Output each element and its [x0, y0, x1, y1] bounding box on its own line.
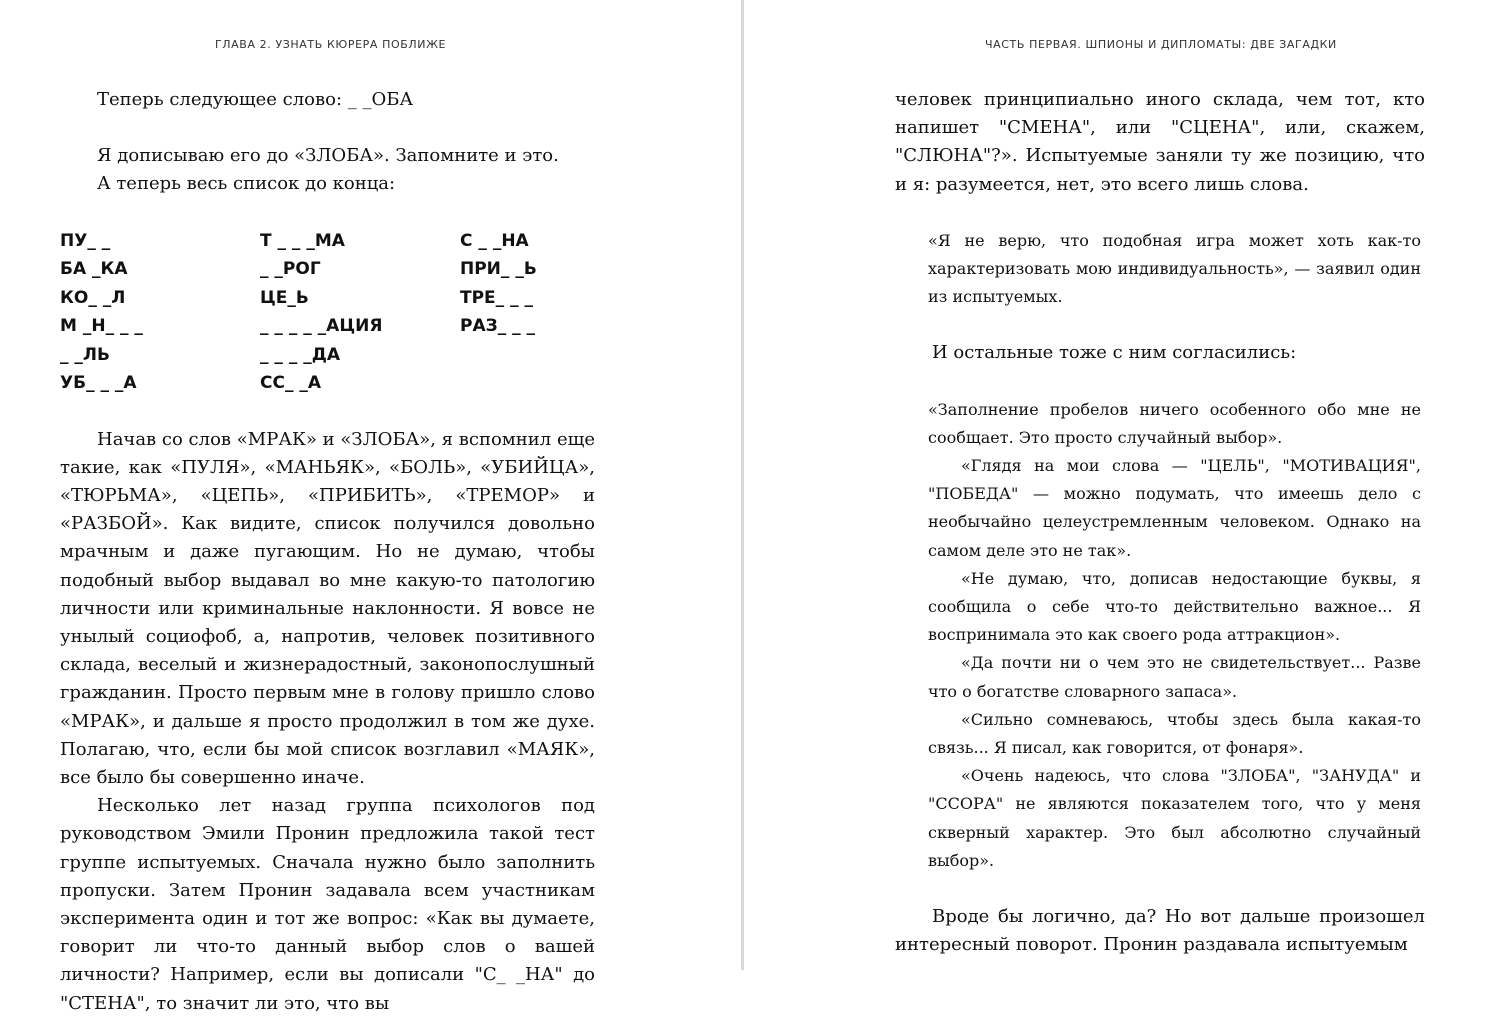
right-page: [895, 0, 1425, 970]
paragraph: Теперь следующее слово: _ _ОБА: [97, 89, 414, 110]
right-page-text: [895, 86, 1425, 959]
word-cell: _ _ _ _ _АЦИЯ: [260, 316, 383, 337]
word-grid: [60, 227, 595, 398]
word-cell: РАЗ_ _ _: [460, 316, 536, 337]
word-cell: УБ_ _ _А: [60, 373, 137, 394]
word-cell: БА _КА: [60, 259, 128, 280]
word-cell: М _Н_ _ _: [60, 316, 143, 337]
left-page: [60, 0, 595, 1014]
quote: «Заполнение пробелов ничего особенного обо мне не сообщает. Это просто случайный выбор».: [928, 399, 1421, 447]
word-cell: КО_ _Л: [60, 287, 126, 308]
word-cell: _ _ЛЬ: [60, 344, 110, 365]
paragraph: Начав со слов «МРАК» и «ЗЛОБА», я вспомнил еще такие, как «ПУЛЯ», «МАНЬЯК», «БОЛЬ», «УБИЙЦА», «ТЮРЬМА», «ЦЕПЬ», «ПРИБИТЬ», «ТРЕМОР» и «РАЗБОЙ». Как видите, список получился довольно мрачным и даже пугающим. Но не думаю, чтобы подобный выбор выдавал во мне какую-то патологию личности или криминальные наклонности. Я вовсе не унылый социофоб, а, напротив, человек позитивного склада, веселый и жизнерадостный, законопослушный гражданин. Просто первым мне в голову пришло слово «МРАК», и дальше я просто продолжил в том же духе. Полагаю, что, если бы мой список возглавил «МАЯК», все было бы совершенно иначе.: [60, 428, 595, 789]
word-cell: ПРИ_ _Ь: [460, 259, 537, 280]
paragraph: Я дописываю его до «ЗЛОБА». Запомните и это.: [97, 145, 559, 167]
right-running-head: ЧАСТЬ ПЕРВАЯ. ШПИОНЫ И ДИПЛОМАТЫ: ДВЕ ЗАГАДКИ: [985, 38, 1337, 51]
word-cell: _ _РОГ: [260, 259, 321, 280]
paragraph: И остальные тоже с ним согласились:: [932, 342, 1297, 364]
word-cell: ПУ_ _: [60, 230, 111, 251]
word-cell: _ _ _ _ДА: [260, 344, 341, 365]
word-cell: ТРЕ_ _ _: [460, 287, 534, 308]
word-cell: [460, 341, 600, 370]
quote: «Да почти ни о чем это не свидетельствует... Разве что о богатстве словарного запаса».: [928, 653, 1421, 701]
paragraph: человек принципиально иного склада, чем тот, кто напишет "СМЕНА", или "СЦЕНА", или, скажем, "СЛЮНА"?». Испытуемые заняли ту же позицию, что и я: разумеется, нет, это всего лишь слова.: [895, 89, 1425, 195]
left-page-text: [60, 86, 595, 1018]
word-cell: [460, 369, 600, 398]
word-cell: Т _ _ _МА: [260, 230, 345, 251]
quote-block: [895, 227, 1425, 312]
quote: «Глядя на мои слова — "ЦЕЛЬ", "МОТИВАЦИЯ", "ПОБЕДА" — можно подумать, что имеешь дело с необычайно целеустремленным человеком. Однако на самом деле это не так».: [928, 456, 1421, 560]
word-cell: С _ _НА: [460, 230, 529, 251]
paragraph: Несколько лет назад группа психологов под руководством Эмили Пронин предложила такой тест группе испытуемых. Сначала нужно было заполнить пропуски. Затем Пронин задавала всем участникам эксперимента один и тот же вопрос: «Как вы думаете, говорит ли что-то данный выбор слов о вашей личности? Например, если вы дописали "С_ _НА" до "СТЕНА", то значит ли это, что вы: [60, 795, 595, 1014]
word-cell: ЦЕ_Ь: [260, 287, 309, 308]
paragraph: А теперь весь список до конца:: [97, 173, 396, 195]
page-gutter: [741, 0, 744, 970]
paragraph: Вроде бы логично, да? Но вот дальше произошел интересный поворот. Пронин раздавала испытуемым: [895, 906, 1425, 956]
word-cell: СС_ _А: [260, 373, 322, 394]
quote: «Не думаю, что, дописав недостающие буквы, я сообщила о себе что-то действительно важное... Я воспринимала это как своего рода аттракцион».: [928, 568, 1421, 645]
quote-list: [895, 396, 1425, 875]
left-running-head: ГЛАВА 2. УЗНАТЬ КЮРЕРА ПОБЛИЖЕ: [215, 38, 447, 51]
quote: «Я не верю, что подобная игра может хоть как-то характеризовать мою индивидуальность», — заявил один из испытуемых.: [928, 230, 1421, 307]
quote: «Очень надеюсь, что слова "ЗЛОБА", "ЗАНУДА" и "ССОРА" не являются показателем того, что у меня скверный характер. Это был абсолютно случайный выбор».: [928, 766, 1421, 870]
quote: «Сильно сомневаюсь, чтобы здесь была какая-то связь... Я писал, как говорится, от фонаря».: [928, 709, 1421, 758]
